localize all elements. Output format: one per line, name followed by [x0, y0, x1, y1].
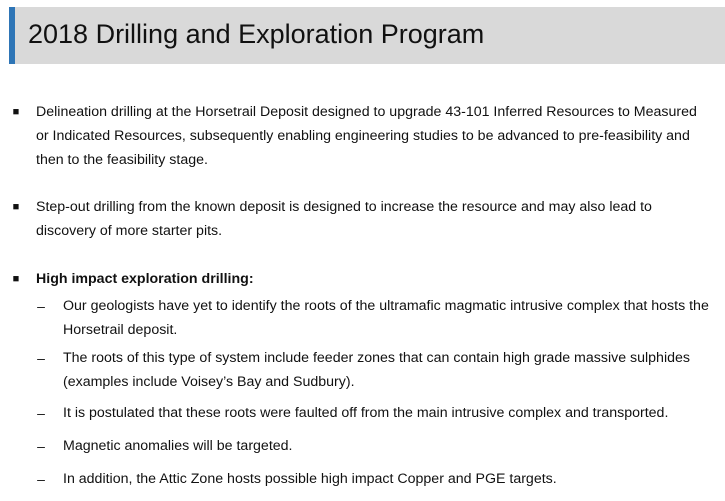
bullet-delineation-drilling: Delineation drilling at the Horsetrail Deposit designed to upgrade 43-101 Inferred Resources to Measured or Indicated Resources, subsequently enabling engineering studies to be advanced to pre-feasibility and then to the feasibility stage.: [36, 104, 697, 168]
sub-bullet-magnetic-anomalies: Magnetic anomalies will be targeted.: [63, 438, 293, 454]
sub-bullet-attic-zone: In addition, the Attic Zone hosts possible high impact Copper and PGE targets.: [63, 471, 557, 487]
slide-title: 2018 Drilling and Exploration Program: [28, 19, 485, 49]
bullet-high-impact-exploration: High impact exploration drilling:: [36, 271, 254, 287]
sub-bullet-faulted-roots: It is postulated that these roots were faulted off from the main intrusive complex and transported.: [63, 405, 669, 421]
sub-bullet-roots-unidentified: Our geologists have yet to identify the roots of the ultramafic magmatic intrusive complex that hosts the Horsetrail deposit.: [63, 298, 709, 338]
bullet-step-out-drilling: Step-out drilling from the known deposit is designed to increase the resource and may also lead to discovery of more starter pits.: [36, 199, 652, 239]
bullet-marker: ■: [12, 106, 20, 118]
title-accent-bar: [9, 7, 15, 64]
bullet-marker: ■: [12, 201, 20, 213]
dash-marker: –: [37, 405, 45, 421]
dash-marker: –: [37, 350, 45, 366]
dash-marker: –: [37, 471, 45, 487]
bullet-marker: ■: [12, 273, 20, 285]
dash-marker: –: [37, 298, 45, 314]
sub-bullet-feeder-zones: The roots of this type of system include feeder zones that can contain high grade massive sulphides (examples include Voisey’s Bay and Sudbury).: [63, 350, 690, 390]
dash-marker: –: [37, 438, 45, 454]
